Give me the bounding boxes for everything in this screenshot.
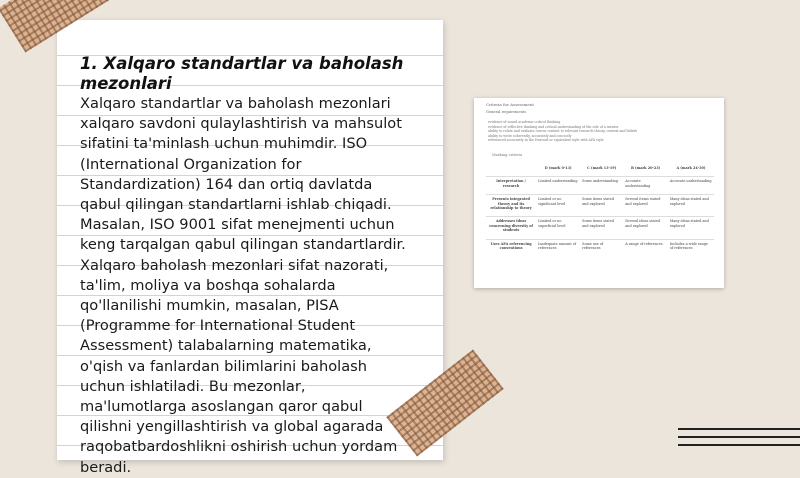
doc-rubric-label: Marking criteria xyxy=(492,153,523,157)
decorative-line xyxy=(678,444,800,446)
table-header-cell xyxy=(486,164,536,177)
table-cell: Some understanding xyxy=(580,177,623,195)
decorative-line xyxy=(678,436,800,438)
doc-bullet: ability to write coherently, accurately and concisely xyxy=(488,133,572,138)
doc-bullet-list xyxy=(488,120,713,143)
table-cell: Limited or no superficial level xyxy=(536,217,580,239)
table-cell: Accurate understanding xyxy=(668,177,714,195)
assessment-criteria-image xyxy=(474,98,724,288)
table-cell: Some items stated and explored xyxy=(580,195,623,217)
table-header-cell: D (mark 0-13) xyxy=(544,166,572,170)
table-cell: Some use of references xyxy=(580,239,623,256)
table-row xyxy=(486,177,714,195)
table-header-cell: C (mark 13-19) xyxy=(587,166,617,170)
doc-bullet: ability to relate and evaluate course content to relevant research theory, context and beliefs xyxy=(488,129,638,134)
table-cell: Limited understanding xyxy=(536,177,580,195)
doc-bullet: evidence of reflective thinking and critical understanding of the role of a mentor xyxy=(488,124,619,129)
table-header-cell: B (mark 20-23) xyxy=(630,166,661,170)
table-cell: Accurate understanding xyxy=(623,177,668,195)
table-cell: Some items stated and explored xyxy=(580,217,623,239)
table-cell: Inadequate amount of references xyxy=(536,239,580,256)
table-cell: Includes a wide range of references xyxy=(668,239,714,256)
table-cell: Many ideas stated and explored xyxy=(668,195,714,217)
table-row xyxy=(486,195,714,217)
table-cell: Limited or no significant level xyxy=(536,195,580,217)
table-cell: Presents integrated theory and its relationship to theory xyxy=(486,195,536,217)
doc-heading: Criteria for Assessment xyxy=(486,102,534,107)
doc-bullet: referenced accurately in the Harvard or equivalent style with APA style xyxy=(488,138,604,143)
table-cell: Several items stated and explored xyxy=(623,195,668,217)
table-cell: A range of references xyxy=(623,239,668,256)
rubric-table xyxy=(486,164,714,256)
slide-title: 1. Xalqaro standartlar va baholash mezonlari xyxy=(80,54,404,93)
decorative-line xyxy=(678,428,800,430)
table-header-row xyxy=(486,164,714,177)
slide-body-text: Xalqaro standartlar va baholash mezonlari xalqaro savdoni qulaylashtirish va mahsulot sifatini ta'minlash uchun muhimdir. ISO (International Organization for Standardization) 164 dan ortiq davlatda qabul qilingan standartlarni ishlab chiqadi. Masalan, ISO 9001 sifat menejmenti uchun keng tarqalgan qabul qilingan standartlardir. Xalqaro baholash mezonlari sifat nazorati, ta'lim, moliya va boshqa sohalarda qo'llanilishi mumkin, masalan, PISA (Programme for International Student Assessment) talabalarning matematika, o'qish va fanlardan bilimlarini baholash uchun ishlatiladi. Bu mezonlar, ma'lumotlarga asoslangan qaror qabul qilishni yengillashtirish va global agarada raqobatbardoshlikni oshirish uchun yordam beradi. xyxy=(80,95,406,476)
table-row xyxy=(486,239,714,256)
table-cell: Many ideas stated and explored xyxy=(668,217,714,239)
table-cell: Uses APA referencing conventions xyxy=(486,239,536,256)
table-cell: Interpretation / research xyxy=(486,177,536,195)
table-cell: Addresses ideas concerning diversity of students xyxy=(486,217,536,239)
doc-bullet: evidence of sound academic critical thinking xyxy=(488,120,561,124)
table-header-cell: A (mark 24-30) xyxy=(676,166,706,170)
table-row xyxy=(486,217,714,239)
table-cell: Several ideas stated and explored xyxy=(623,217,668,239)
doc-subheading: General requirements xyxy=(486,110,527,114)
